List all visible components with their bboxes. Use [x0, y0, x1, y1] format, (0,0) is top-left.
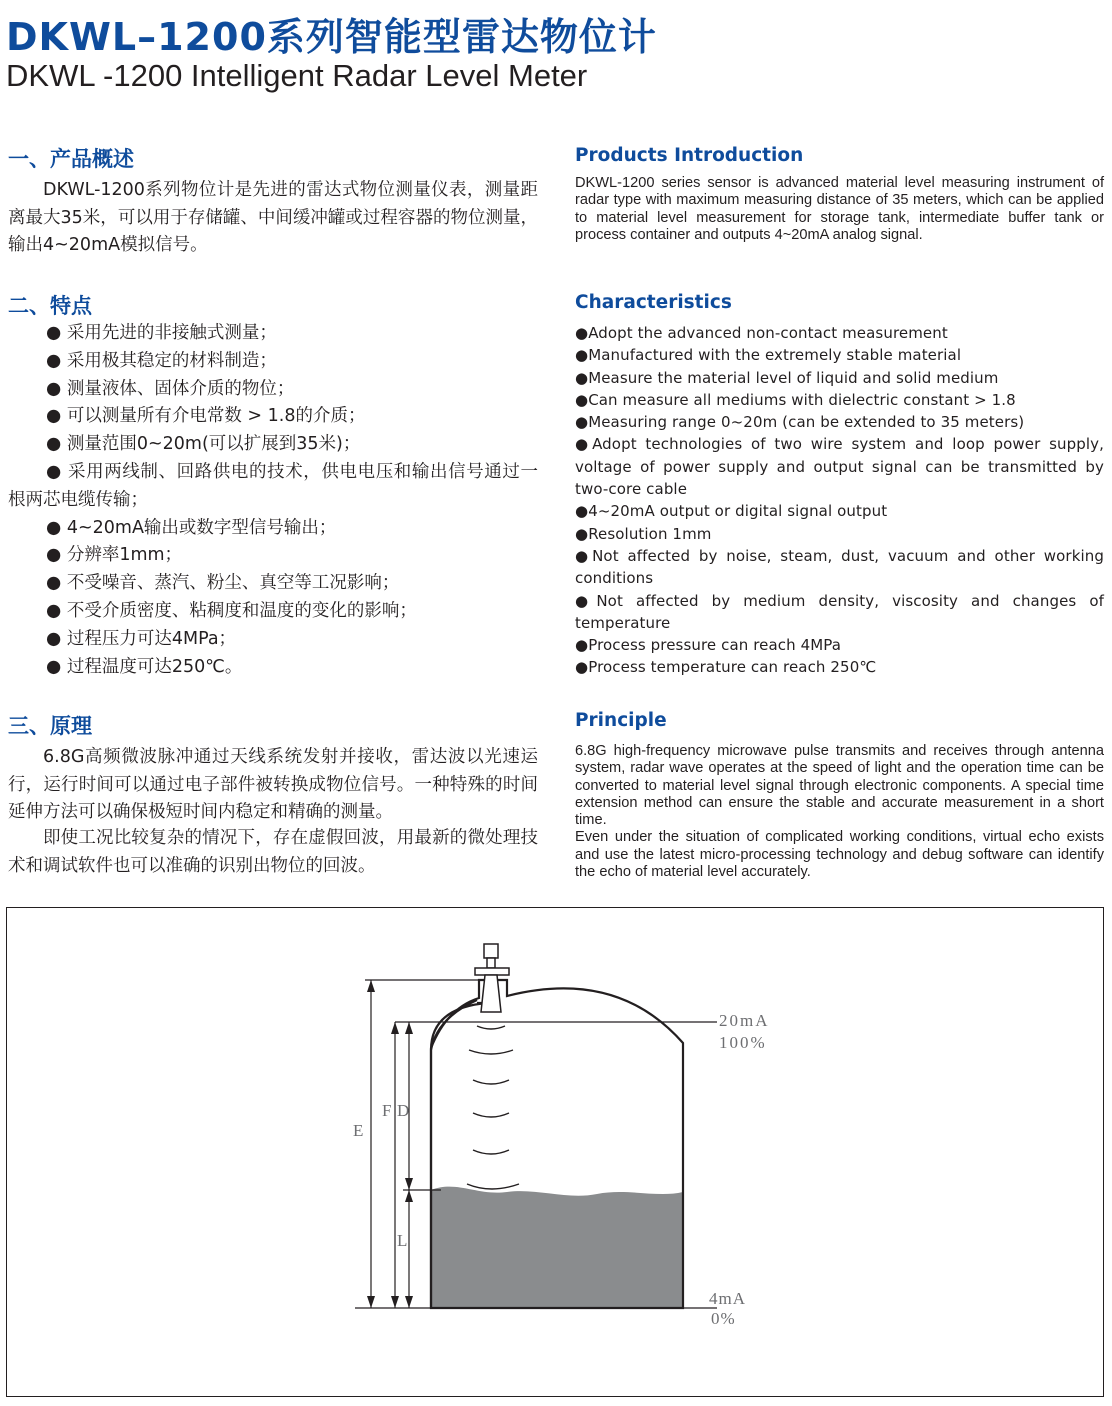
feature-item-cn: ● 采用两线制、回路供电的技术，供电电压和输出信号通过一根两芯电缆传输； — [8, 461, 538, 510]
label-e: E — [353, 1121, 364, 1140]
arrowhead — [405, 1190, 413, 1202]
arrowhead — [405, 1296, 413, 1308]
feature-item-cn: ● 不受介质密度、粘稠度和温度的变化的影响； — [46, 600, 417, 621]
feature-item-en: ●Measuring range 0~20m (can be extended to 35 meters) — [575, 413, 1025, 432]
label-0-percent: 0% — [711, 1309, 736, 1328]
label-20ma: 20mA — [719, 1011, 770, 1030]
label-4ma: 4mA — [709, 1289, 746, 1308]
feature-item-en: ●Not affected by noise, steam, dust, vacuum and other working conditions — [575, 546, 1104, 588]
liquid-fill — [431, 1187, 683, 1308]
feature-item-en: ●Adopt technologies of two wire system and loop power supply, voltage of power supply and output signal can be transmitted by two-core cable — [575, 435, 1104, 499]
feature-item-cn: ● 采用先进的非接触式测量； — [46, 323, 277, 343]
features-heading-cn: 二、特点 — [8, 294, 92, 318]
radar-wave — [469, 1050, 513, 1054]
radar-wave — [473, 1080, 509, 1084]
features-list-cn — [8, 320, 538, 681]
arrowhead — [367, 1296, 375, 1308]
page-title-en: DKWL -1200 Intelligent Radar Level Meter — [6, 58, 588, 93]
sensor-flange — [475, 968, 509, 975]
principle-text-cn-1: 6.8G高频微波脉冲通过天线系统发射并接收，雷达波以光速运行，运行时间可以通过电子部件被转换成物位信号。一种特殊的时间延伸方法可以确保极短时间内稳定和精确的测量。 — [8, 747, 538, 822]
page-title-cn: DKWL–1200系列智能型雷达物位计 — [6, 15, 657, 59]
label-100-percent: 100% — [719, 1033, 767, 1052]
arrowhead — [405, 1178, 413, 1190]
principle-text-en — [575, 743, 1104, 881]
principle-text-en-1: 6.8G high-frequency microwave pulse transmits and receives through antenna system, radar wave operates at the speed of light and the operation time can be converted to material level signal through electronic components. A special time extension method can ensure the stable and accurate measurement in a short time. — [575, 743, 1104, 829]
principle-text-en-2: Even under the situation of complicated working conditions, virtual echo exists and use the latest micro-processing technology and debug software can identify the echo of material level accurately. — [575, 829, 1104, 881]
feature-item-cn: ● 过程压力可达4MPa； — [46, 628, 237, 649]
radar-level-diagram — [6, 907, 1104, 1397]
feature-item-en: ●Measure the material level of liquid and solid medium — [575, 368, 999, 387]
label-l: L — [397, 1231, 408, 1250]
feature-item-cn: ● 测量液体、固体介质的物位； — [46, 378, 295, 399]
feature-item-cn: ● 不受噪音、蒸汽、粉尘、真空等工况影响； — [46, 573, 400, 594]
intro-text-en: DKWL-1200 series sensor is advanced material level measuring instrument of radar type with maximum measuring distance of 35 meters, which can be applied to material level measurement for storage tank, intermediate buffer tank or process container and outputs 4~20mA analog signal. — [575, 175, 1104, 243]
feature-item-en: ●Process pressure can reach 4MPa — [575, 636, 842, 655]
principle-heading-cn: 三、原理 — [8, 714, 92, 738]
radar-wave — [477, 1026, 505, 1029]
feature-item-en: ●Resolution 1mm — [575, 524, 712, 543]
intro-text-cn: DKWL-1200系列物位计是先进的雷达式物位测量仪表，测量距离最大35米，可以用于存储罐、中间缓冲罐或过程容器的物位测量，输出4~20mA模拟信号。 — [8, 180, 538, 255]
feature-item-cn: ● 采用极其稳定的材料制造； — [46, 350, 277, 371]
antenna-horn — [481, 975, 501, 1012]
radar-wave — [473, 1150, 509, 1154]
feature-item-cn: ● 4~20mA输出或数字型信号输出； — [46, 517, 337, 538]
feature-item-cn: ● 测量范围0~20m(可以扩展到35米)； — [46, 434, 361, 455]
radar-wave — [473, 1113, 509, 1117]
principle-text-cn-2: 即使工况比较复杂的情况下，存在虚假回波，用最新的微处理技术和调试软件也可以准确的识别出物位的回波。 — [8, 828, 538, 876]
arrowhead — [391, 1022, 399, 1034]
principle-heading-en: Principle — [575, 710, 667, 731]
arrowhead — [367, 980, 375, 992]
arrowhead — [391, 1296, 399, 1308]
features-list-en — [575, 322, 1104, 679]
feature-item-en: ●Not affected by medium density, viscosity and changes of temperature — [575, 591, 1104, 632]
feature-item-en: ●4~20mA output or digital signal output — [575, 502, 888, 521]
tank-diagram-svg — [7, 908, 1105, 1398]
feature-item-en: ●Adopt the advanced non-contact measurement — [575, 324, 948, 342]
feature-item-cn: ● 可以测量所有介电常数 > 1.8的介质； — [46, 406, 366, 427]
label-d: D — [397, 1101, 410, 1120]
arrowhead — [405, 1022, 413, 1034]
feature-item-en: ●Can measure all mediums with dielectric constant > 1.8 — [575, 390, 1016, 409]
intro-heading-cn: 一、产品概述 — [8, 147, 134, 171]
feature-item-cn: ● 分辨率1mm； — [46, 545, 183, 566]
radar-wave — [467, 1184, 519, 1189]
feature-item-en: ●Process temperature can reach 250℃ — [575, 658, 877, 677]
feature-item-cn: ● 过程温度可达250℃。 — [46, 656, 243, 677]
label-f: F — [382, 1101, 392, 1120]
intro-heading-en: Products Introduction — [575, 145, 804, 166]
feature-item-en: ●Manufactured with the extremely stable material — [575, 346, 962, 365]
features-heading-en: Characteristics — [575, 292, 732, 313]
sensor-neck — [487, 958, 495, 968]
sensor-head — [484, 944, 498, 958]
